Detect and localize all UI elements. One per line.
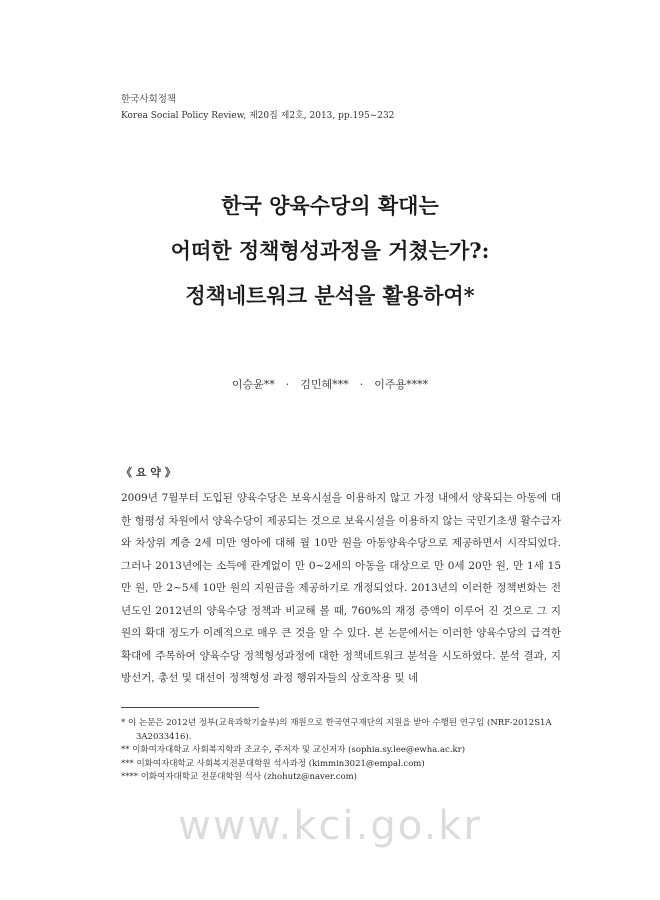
abstract-line: 양육수당의 급격한 확대에 주목하여 양육수당 정책형성과정에 대한 정책네트워크 분석을 <box>121 627 562 662</box>
title-line-2: 어떠한 정책형성과정을 거쳤는가?: <box>170 238 490 263</box>
title-line-1: 한국 양육수당의 확대는 <box>221 193 439 218</box>
footnotes <box>121 717 561 785</box>
abstract-body <box>121 487 561 690</box>
journal-name: 한국사회정책 <box>121 94 177 105</box>
footnote-divider <box>121 707 259 708</box>
watermark: www.kci.go.kr <box>178 803 482 849</box>
title-line-3: 정책네트워크 분석을 활용하여* <box>185 283 475 308</box>
abstract-line: 진 것으로 그 지원의 확대 정도가 이례적으로 매우 큰 것을 알 수 있다. 본 논문에서는 이러한 <box>121 604 561 639</box>
paper-title <box>100 183 560 318</box>
abstract-heading: 《 요 약 》 <box>121 466 176 479</box>
author-separator: · <box>359 378 364 391</box>
abstract-line: 시작되었다. 그러나 2013년에는 소득에 관계없이 만 0~2세의 아동을 대상으로 만 0세 20만 <box>121 537 562 572</box>
abstract-line: 활수급자와 차상위 계층 2세 미만 영아에 대해 월 10만 원을 아동양육수당으로 제공하면서 <box>121 514 562 549</box>
footnote-author-3: **** 이화여자대학교 전문대학원 석사 (zhohutz@naver.com) <box>121 772 357 783</box>
author-list <box>100 376 560 392</box>
author-1: 이승윤** <box>231 378 275 391</box>
abstract-line: 원, 만 1세 15만 원, 만 2~5세 10만 원의 지원금을 제공하기로 개정되었다. 2013년의 이러한 <box>121 559 561 594</box>
author-separator: · <box>285 378 290 391</box>
abstract-line: 시도하였다. 분석 결과, 지방선거, 총선 및 대선이 정책형성 과정 행위자들의 상호작용 및 네 <box>121 649 562 684</box>
author-3: 이주용**** <box>374 378 429 391</box>
journal-citation: Korea Social Policy Review, 제20집 제2호, 2013, pp.195~232 <box>121 111 395 121</box>
footnote-author-2: *** 이화여자대학교 사회복지전문대학원 석사과정 (kimmin3021@empal.com) <box>121 758 425 769</box>
author-2: 김민혜*** <box>300 378 349 391</box>
footnote-author-1: ** 이화여자대학교 사회복지학과 조교수, 주저자 및 교신저자 (sophia.sy.lee@ewha.ac.kr) <box>121 745 466 756</box>
abstract-line: 2009년 7월부터 도입된 양육수당은 보육시설을 이용하지 않고 가정 내에서 양육되는 아동에 <box>121 492 548 504</box>
footnote-funding-cont: 3A2033416). <box>136 731 192 742</box>
abstract-line: 대한 형평성 차원에서 양육수당이 제공되는 것으로 보육시설을 이용하지 않는 국민기초생 <box>121 492 561 527</box>
abstract-line: 정책변화는 전년도인 2012년의 양육수당 정책과 비교해 볼 때, 760%의 재정 증액이 이루어 <box>121 582 561 617</box>
footnote-funding: * 이 논문은 2012년 정부(교육과학기술부)의 재원으로 한국연구재단의 지원을 받아 수행된 연구임 (NRF-2012S1A <box>121 718 552 728</box>
